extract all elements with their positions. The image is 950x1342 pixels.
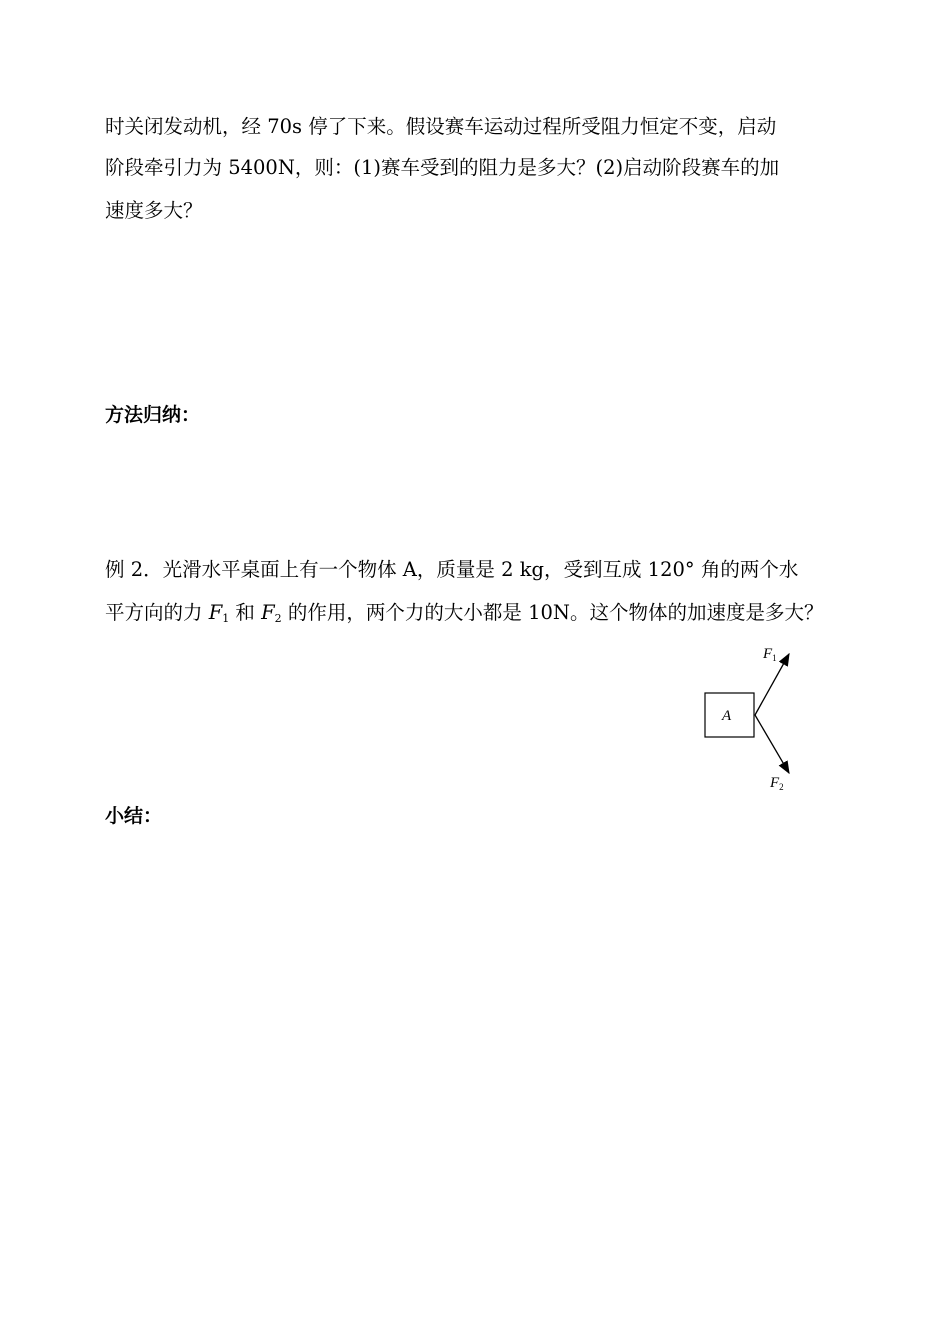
summary-heading: 小结： [105,805,163,827]
f1-arrow [755,654,789,715]
f1-diagram-label: $F_1$ [763,646,777,663]
problem1-line-2: 阶段牵引力为 5400N，则：(1)赛车受到的阻力是多大？(2)启动阶段赛车的加 [105,156,780,179]
object-label: A [722,708,732,724]
example2-line-2 [105,601,823,631]
example2-text-b: 和 [229,601,262,624]
force-diagram [700,640,820,800]
problem1-line-1: 时关闭发动机，经 70s 停了下来。假设赛车运动过程所受阻力恒定不变，启动 [105,115,777,138]
example2-text-c: 的作用，两个力的大小都是 10N。这个物体的加速度是多大？ [281,601,824,624]
f1-subscript: 1 [222,612,230,625]
f2-diagram-label: $F_2$ [770,775,784,792]
f2-subscript: 2 [274,612,282,625]
f2-variable: F [261,601,275,624]
example2-text-a: 平方向的力 [105,601,209,624]
f2-arrow [755,715,789,773]
method-summary-heading: 方法归纳： [105,404,201,426]
problem1-line-3: 速度多大？ [105,199,203,222]
example2-line-1: 例 2．光滑水平桌面上有一个物体 A，质量是 2 kg，受到互成 120° 角的两个水 [105,558,799,581]
f1-variable: F [208,601,223,624]
